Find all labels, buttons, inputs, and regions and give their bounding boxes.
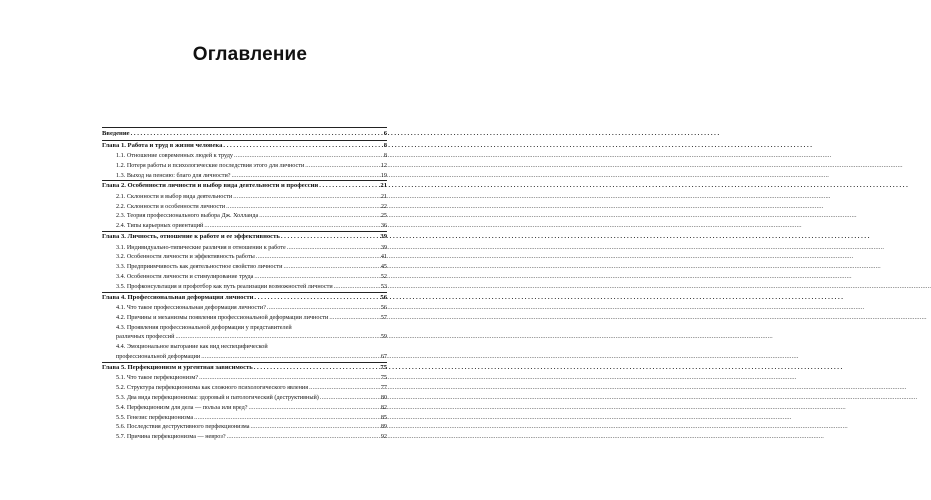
- toc-section-label: 5.3. Два вида перфекционизма: здоровый и патологический (деструктивный): [116, 393, 319, 401]
- leader-dots: [256, 252, 378, 262]
- page-number: 21: [380, 182, 387, 190]
- toc-chapter[interactable]: [102, 363, 387, 374]
- leader-dots: [249, 403, 379, 413]
- toc-section-label: 3.2. Особенности личности и эффективность работы: [116, 253, 255, 261]
- leader-dots: [287, 243, 378, 253]
- leader-dots: [234, 151, 378, 161]
- leader-dots: [204, 221, 378, 231]
- page-number: 8: [383, 141, 387, 149]
- table-of-contents: [102, 127, 387, 442]
- page-number: 22: [380, 202, 387, 210]
- toc-section-label: 4.4. Эмоциональное выгорание как вид неспецифической: [116, 343, 268, 351]
- page-number: 39: [380, 233, 387, 241]
- toc-section-label: 2.3. Теория профессионального выбора Дж. Холланда: [116, 212, 259, 220]
- toc-section[interactable]: [102, 342, 387, 362]
- page-number: 53: [380, 282, 387, 290]
- toc-section[interactable]: [102, 262, 387, 272]
- leader-dots: [194, 413, 378, 423]
- toc-section[interactable]: [102, 171, 387, 181]
- toc-section-label-cont: профессиональной деформации: [116, 353, 201, 361]
- leader-dots: [319, 181, 378, 192]
- leader-dots: [175, 332, 378, 342]
- page-number: 21: [380, 192, 387, 200]
- toc-chapter-label: Глава 5. Перфекционизм и ургентная зависимость: [102, 363, 253, 371]
- leader-dots: [223, 141, 378, 152]
- top-rule: [102, 127, 387, 128]
- leader-dots: [250, 422, 378, 432]
- page-number: 82: [380, 403, 387, 411]
- toc-section-label: 4.1. Что такое профессиональная деформация личности?: [116, 304, 266, 312]
- page-number: 41: [380, 253, 387, 261]
- page-number: 89: [380, 423, 387, 431]
- page-number: 52: [380, 272, 387, 280]
- toc-section-label: 4.2. Причины и механизмы появления профессиональной деформации личности: [116, 313, 329, 321]
- page-number: 75: [380, 363, 387, 371]
- page-number: 59: [380, 333, 387, 341]
- toc-section-label: 3.5. Профконсультация и профотбор как путь реализации возможностей личности: [116, 282, 333, 290]
- toc-section[interactable]: [102, 432, 387, 442]
- toc-section-label: 5.1. Что такое перфекционизм?: [116, 374, 199, 382]
- leader-dots: [259, 211, 378, 221]
- toc-section-label: 5.7. Причина перфекционизма — невроз?: [116, 433, 226, 441]
- page-number: 36: [380, 222, 387, 230]
- page-number: 8: [383, 152, 387, 159]
- leader-dots: [329, 313, 378, 323]
- toc-section[interactable]: [102, 243, 387, 253]
- toc-section-label: 2.2. Склонности и особенности личности: [116, 202, 226, 210]
- leader-dots: [334, 282, 378, 292]
- page-number: 92: [380, 433, 387, 441]
- toc-section[interactable]: [102, 192, 387, 202]
- leader-dots: [201, 352, 378, 362]
- toc-chapter-label: Глава 3. Личность, отношение к работе и ее эффективность: [102, 233, 280, 241]
- toc-section-label: 4.3. Проявления профессиональной деформации у представителей: [116, 323, 292, 331]
- toc-section-continuation: [116, 352, 387, 362]
- toc-section-label-cont: различных профессий: [116, 333, 175, 341]
- toc-section-label: 1.1. Отношение современных людей к труду: [116, 152, 233, 159]
- leader-dots: [309, 383, 378, 393]
- leader-dots: [233, 192, 378, 202]
- leader-dots: [227, 432, 378, 442]
- page-number: 6: [383, 130, 387, 137]
- toc-chapter-label: Глава 2. Особенности личности и выбор вида деятельности и профессии: [102, 182, 319, 190]
- page-number: 85: [380, 413, 387, 421]
- toc-section[interactable]: [102, 422, 387, 432]
- page-number: 56: [380, 304, 387, 312]
- page-number: 19: [380, 171, 387, 179]
- toc-section[interactable]: [102, 373, 387, 383]
- leader-dots: [226, 202, 378, 212]
- toc-section-label: 1.2. Потеря работы и психологические последствия этого для личности: [116, 161, 305, 169]
- toc-section-label: 5.6. Последствия деструктивного перфекционизма: [116, 423, 250, 431]
- toc-section-label: 3.1. Индивидуально-типические различия в отношении к работе: [116, 243, 286, 251]
- page-number: 56: [380, 293, 387, 301]
- page-number: 39: [380, 243, 387, 251]
- toc-section[interactable]: [102, 383, 387, 393]
- toc-section[interactable]: [102, 323, 387, 343]
- toc-entries: [102, 129, 387, 442]
- toc-section[interactable]: [102, 303, 387, 313]
- toc-section-label: 3.3. Предприимчивость как деятельностное свойство личности: [116, 263, 283, 271]
- toc-chapter-label: Введение: [102, 130, 130, 137]
- toc-section[interactable]: [102, 252, 387, 262]
- toc-chapter[interactable]: [102, 141, 387, 152]
- page-number: 80: [380, 393, 387, 401]
- toc-chapter[interactable]: [102, 232, 387, 243]
- toc-section[interactable]: [102, 202, 387, 212]
- toc-section[interactable]: [102, 282, 387, 292]
- toc-section[interactable]: [102, 211, 387, 221]
- page-number: 45: [380, 263, 387, 271]
- page-number: 12: [380, 161, 387, 169]
- toc-section-label: 2.1. Склонности и выбор вида деятельности: [116, 192, 233, 200]
- leader-dots: [232, 171, 378, 181]
- page-number: 67: [380, 353, 387, 361]
- leader-dots: [283, 262, 378, 272]
- toc-chapter-label: Глава 1. Работа и труд в жизни человека: [102, 141, 223, 149]
- leader-dots: [320, 393, 378, 403]
- toc-section-continuation: [116, 332, 387, 342]
- leader-dots: [199, 373, 378, 383]
- leader-dots: [267, 303, 378, 313]
- toc-section-label: 5.4. Перфекционизм для дела — польза или вред?: [116, 403, 248, 411]
- toc-section[interactable]: [102, 161, 387, 171]
- toc-section[interactable]: [102, 272, 387, 282]
- leader-dots: [254, 272, 378, 282]
- toc-chapter-label: Глава 4. Профессиональная деформация личности: [102, 293, 254, 301]
- page-number: 75: [380, 374, 387, 382]
- toc-section[interactable]: [102, 221, 387, 231]
- page-number: 57: [380, 313, 387, 321]
- toc-section[interactable]: [102, 313, 387, 323]
- page-title: Оглавление: [192, 44, 308, 65]
- toc-section[interactable]: [102, 413, 387, 423]
- toc-chapter[interactable]: [102, 129, 387, 140]
- leader-dots: [254, 293, 378, 304]
- leader-dots: [254, 363, 378, 374]
- leader-dots: [305, 161, 378, 171]
- toc-chapter[interactable]: [102, 293, 387, 304]
- leader-dots: [281, 232, 378, 243]
- toc-section-label: 2.4. Типы карьерных ориентаций: [116, 222, 204, 230]
- page-number: 77: [380, 384, 387, 392]
- toc-section-label: 5.2. Структура перфекционизма как сложного психологического явления: [116, 384, 309, 392]
- toc-chapter[interactable]: [102, 181, 387, 192]
- toc-section[interactable]: [102, 393, 387, 403]
- page-number: 25: [380, 212, 387, 220]
- leader-dots: [131, 129, 378, 140]
- toc-section-label: 3.4. Особенности личности и стимулирование труда: [116, 272, 254, 280]
- toc-section[interactable]: [102, 151, 387, 161]
- toc-section[interactable]: [102, 403, 387, 413]
- toc-section-label: 5.5. Генезис перфекционизма: [116, 413, 194, 421]
- toc-section-label: 1.3. Выход на пенсию: благо для личности?: [116, 171, 231, 179]
